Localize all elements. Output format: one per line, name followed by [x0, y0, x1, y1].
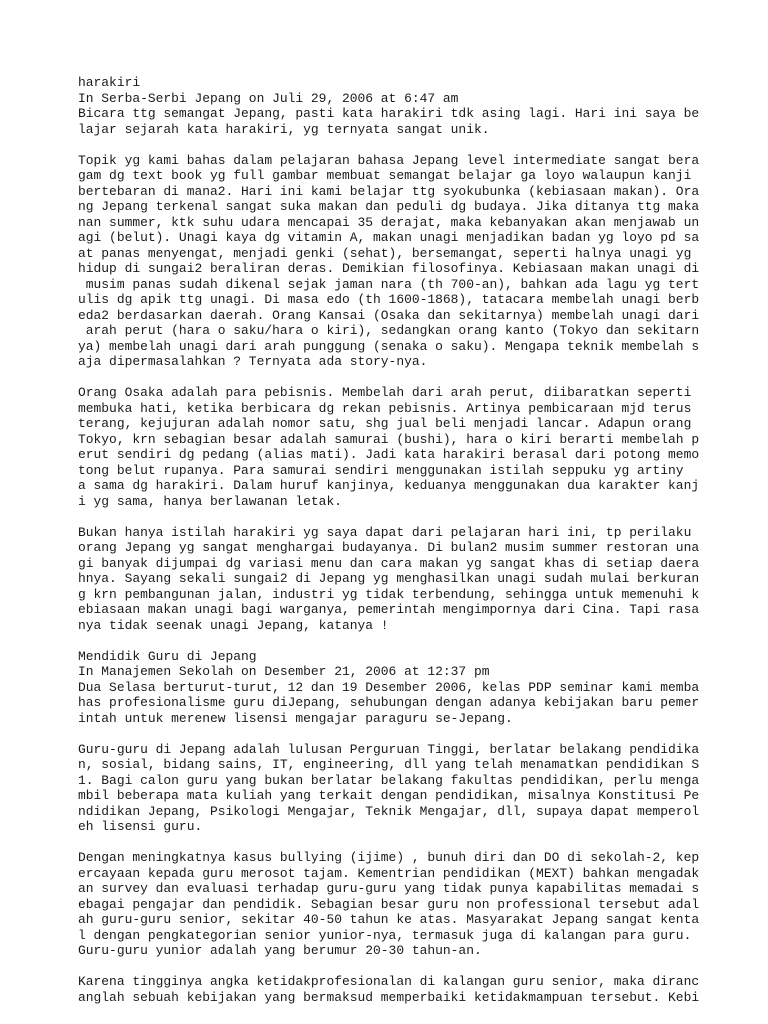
paragraph-line: eda2 berdasarkan daerah. Orang Kansai (Osaka dan sekitarnya) membelah unagi dari — [78, 307, 700, 323]
paragraph-gap — [78, 726, 758, 742]
paragraph-line: ng Jepang terkenal sangat suka makan dan peduli dg budaya. Jika ditanya ttg maka — [78, 199, 700, 214]
paragraph-line: an survey dan evaluasi terhadap guru-guru yang tidak punya kapabilitas memadai s — [78, 881, 700, 896]
paragraph-line: Dua Selasa berturut-turut, 12 dan 19 Desember 2006, kelas PDP seminar kami memba — [78, 679, 700, 695]
paragraph-line: gi banyak dijumpai dg variasi menu dan cara makan yg sangat khas di setiap daera — [78, 555, 700, 571]
paragraph-line: hnya. Sayang sekali sungai2 di Jepang yg menghasilkan unagi sudah mulai berkuran — [78, 571, 700, 586]
paragraph-line: ebiasaan makan unagi bagi warganya, pemerintah mengimpornya dari Cina. Tapi rasa — [78, 602, 700, 617]
paragraph-line: Guru-guru yunior adalah yang berumur 20-30 tahun-an. — [78, 943, 482, 958]
paragraph-line: nan summer, ktk suhu udara mencapai 35 derajat, maka kebanyakan akan menjawab un — [78, 214, 700, 230]
paragraph-line: arah perut (hara o saku/hara o kiri), sedangkan orang kanto (Tokyo dan sekitarn — [78, 323, 700, 338]
paragraph-line: musim panas sudah dikenal sejak jaman nara (th 700-an), bahkan ada lagu yg tert — [78, 276, 700, 292]
paragraph-line: ndidikan Jepang, Psikologi Mengajar, Teknik Mengajar, dll, supaya dapat memperol — [78, 803, 700, 819]
paragraph-line: anglah sebuah kebijakan yang bermaksud memperbaiki ketidakmampuan tersebut. Kebi — [78, 989, 700, 1005]
paragraph-line: membuka hati, ketika berbicara dg rekan pebisnis. Artinya pembicaraan mjd terus — [78, 400, 692, 416]
paragraph-line: terang, kejujuran adalah nomor satu, shg jual beli menjadi lancar. Adapun orang — [78, 416, 692, 431]
paragraph-line: hidup di sungai2 beraliran deras. Demikian filosofinya. Kebiasaan makan unagi di — [78, 261, 700, 276]
paragraph-line: Topik yg kami bahas dalam pelajaran bahasa Jepang level intermediate sangat bera — [78, 152, 700, 168]
paragraph-gap — [78, 835, 758, 851]
paragraph-line: Bukan hanya istilah harakiri yg saya dapat dari pelajaran hari ini, tp perilaku — [78, 524, 692, 540]
paragraph-line: erut sendiri dg pedang (alias mati). Jadi kata harakiri berasal dari potong memo — [78, 447, 700, 462]
paragraph-line: Bicara ttg semangat Jepang, pasti kata harakiri tdk asing lagi. Hari ini saya be — [78, 106, 700, 121]
paragraph-line: l dengan pengkategorian senior yunior-nya, termasuk juga di kalangan para guru. — [78, 927, 692, 943]
paragraph-line: ah guru-guru senior, sekitar 40-50 tahun ke atas. Masyarakat Jepang sangat kenta — [78, 912, 700, 927]
section-gap — [78, 633, 758, 649]
paragraph-line: ercayaan kepada guru merosot tajam. Kementrian pendidikan (MEXT) bahkan mengadak — [78, 865, 700, 881]
post-meta: In Serba-Serbi Jepang on Juli 29, 2006 at 6:47 am — [78, 90, 459, 106]
paragraph-line: ulis dg apik ttg unagi. Di masa edo (th 1600-1868), tatacara membelah unagi berb — [78, 292, 700, 307]
paragraph-line: aja dipermasalahkan ? Ternyata ada story-nya. — [78, 354, 428, 369]
paragraph-gap — [78, 959, 758, 975]
paragraph-line: Karena tingginya angka ketidakprofesionalan di kalangan guru senior, maka diranc — [78, 974, 700, 989]
paragraph-line: i yg sama, hanya berlawanan letak. — [78, 493, 342, 509]
paragraph-gap — [78, 137, 758, 153]
paragraph-line: ya) membelah unagi dari arah punggung (senaka o saku). Mengapa teknik membelah s — [78, 338, 700, 354]
paragraph-line: orang Jepang yg sangat menghargai budayanya. Di bulan2 musim summer restoran una — [78, 540, 700, 555]
paragraph-line: tong belut rupanya. Para samurai sendiri menggunakan istilah seppuku yg artiny — [78, 462, 684, 478]
paragraph-line: lajar sejarah kata harakiri, yg ternyata sangat unik. — [78, 121, 490, 137]
paragraph-line: Orang Osaka adalah para pebisnis. Membelah dari arah perut, diibaratkan seperti — [78, 385, 692, 400]
paragraph-line: at panas menyengat, menjadi genki (sehat), bersemangat, seperti halnya unagi yg — [78, 245, 692, 261]
paragraph-line: Guru-guru di Jepang adalah lulusan Perguruan Tinggi, berlatar belakang pendidika — [78, 741, 700, 757]
paragraph-line: has profesionalisme guru diJepang, sehubungan dengan adanya kebijakan baru pemer — [78, 695, 700, 710]
document-page — [78, 75, 758, 1005]
post-title: Mendidik Guru di Jepang — [78, 648, 257, 664]
paragraph-gap — [78, 509, 758, 525]
paragraph-line: 1. Bagi calon guru yang bukan berlatar belakang fakultas pendidikan, perlu menga — [78, 772, 700, 788]
paragraph-line: n, sosial, bidang sains, IT, engineering, dll yang telah menamatkan pendidikan S — [78, 757, 700, 772]
paragraph-line: ebagai pengajar dan pendidik. Sebagian besar guru non professional tersebut adal — [78, 896, 700, 912]
post-title: harakiri — [78, 75, 141, 90]
paragraph-line: mbil beberapa mata kuliah yang terkait dengan pendidikan, misalnya Konstitusi Pe — [78, 788, 700, 803]
paragraph-gap — [78, 370, 758, 386]
paragraph-line: a sama dg harakiri. Dalam huruf kanjinya, keduanya menggunakan dua karakter kanj — [78, 478, 700, 493]
paragraph-line: Tokyo, krn sebagian besar adalah samurai (bushi), hara o kiri berarti membelah p — [78, 431, 700, 447]
paragraph-line: bertebaran di mana2. Hari ini kami belajar ttg syokubunka (kebiasaan makan). Ora — [78, 183, 700, 199]
paragraph-line: eh lisensi guru. — [78, 819, 203, 834]
paragraph-line: agi (belut). Unagi kaya dg vitamin A, makan unagi menjadikan badan yg loyo pd sa — [78, 230, 700, 245]
paragraph-line: g krn pembangunan jalan, industri yg tidak terbendung, sehingga untuk memenuhi k — [78, 586, 700, 602]
paragraph-line: nya tidak seenak unagi Jepang, katanya ! — [78, 617, 389, 633]
paragraph-line: intah untuk merenew lisensi mengajar paraguru se-Jepang. — [78, 710, 513, 726]
paragraph-line: Dengan meningkatnya kasus bullying (ijime) , bunuh diri dan DO di sekolah-2, kep — [78, 850, 700, 865]
paragraph-line: gam dg text book yg full gambar membuat semangat belajar ga loyo walaupun kanji — [78, 168, 692, 183]
post-meta: In Manajemen Sekolah on Desember 21, 2006 at 12:37 pm — [78, 664, 490, 679]
